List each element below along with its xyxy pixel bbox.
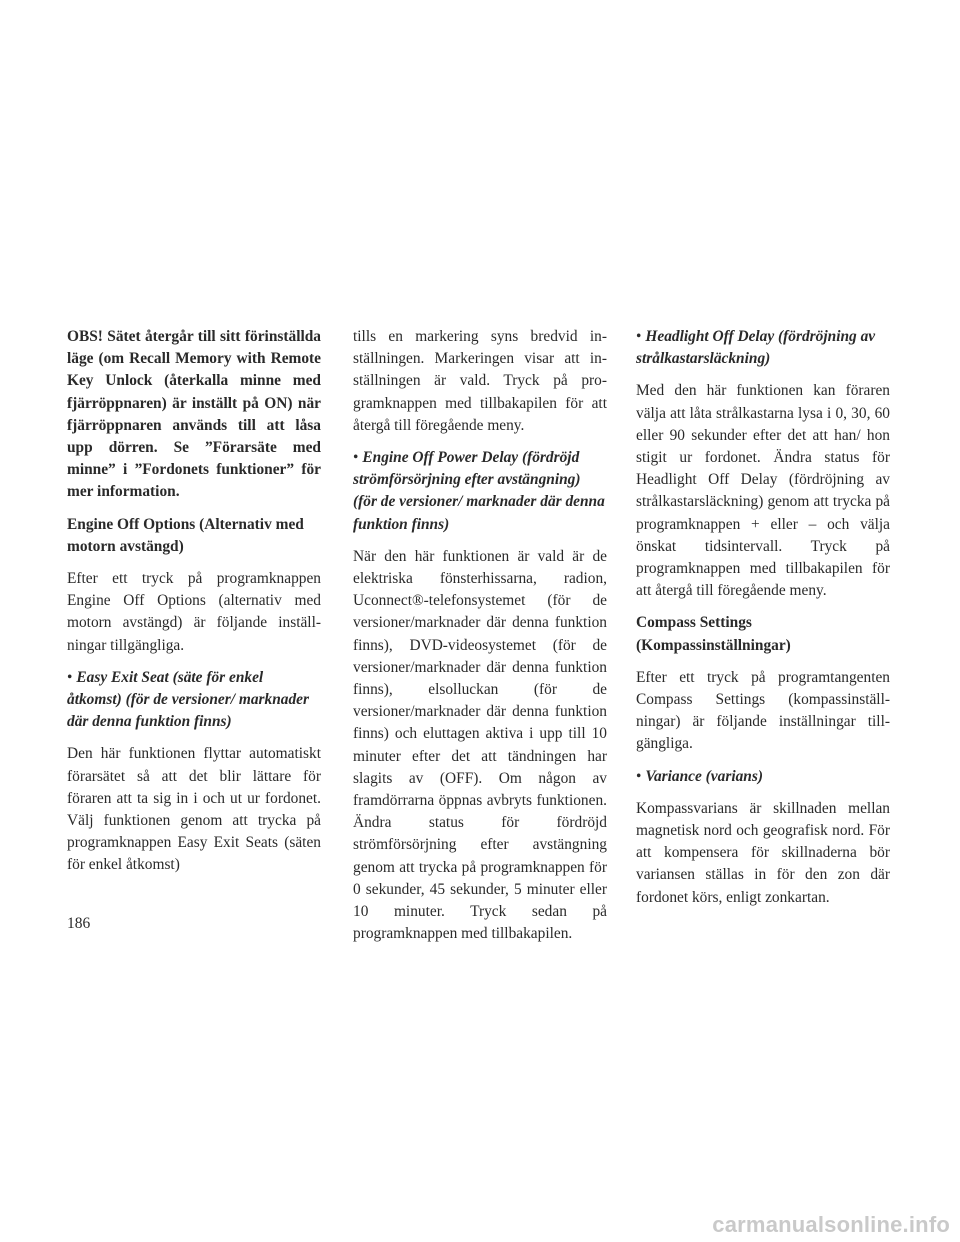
bullet-easy-exit-seat: [67, 667, 321, 734]
bullet-variance: [636, 766, 890, 788]
note-paragraph: OBS! Sätet återgår till sitt förinställda läge (om Recall Memory with Remote Key Unlock (återkalla minne med fjärröppnaren) är inställt på ON) när fjärröppnaren används till att låsa upp dörren. Se ”Förarsäte med minne” i ”Fordonets funktioner” för mer information.: [67, 328, 321, 501]
column-middle: [353, 326, 607, 955]
watermark: carmanualsonline.info: [712, 1212, 950, 1237]
column-right: [636, 326, 890, 919]
bullet-icon: •: [67, 668, 73, 686]
paragraph: tills en markering syns bredvid inställningen. Markeringen visar att inställningen är vald. Tryck på programknappen med tillbakapilen för att återgå till föregående meny.: [353, 328, 607, 434]
bullet-icon: •: [636, 328, 642, 345]
bullet-label: Easy Exit Seat (säte för enkel åtkomst) (för de versioner/ marknader där denna funktion finns): [67, 668, 309, 731]
paragraph: Efter ett tryck på programknappen Engine Off Options (alternativ med motorn avstängd) är följande inställningar tillgängliga.: [67, 570, 321, 654]
bullet-label: Headlight Off Delay (fördröjning av strålkastarsläckning): [636, 328, 876, 368]
bullet-engine-off-power-delay: [353, 447, 607, 536]
paragraph: När den här funktionen är vald är de elektriska fönsterhissarna, radion, Uconnect®-telefonsystemet (för de versioner/marknader där denna funktion finns), DVD-videosystemet (för de versioner/marknader där denna funktion finns), elsolluckan (för de versioner/marknader där denna funktion finns) och eluttagen aktiva i upp till 10 minuter efter det att tändningen har slagits av (OFF). Om någon av framdörrarna öppnas avbryts funktionen. Ändra status för fördröjd strömförsörjning efter avstängning genom att trycka på programknappen för 0 sekunder, 45 sekunder, 5 minuter eller 10 minuter. Tryck sedan på programknappen med tillbakapilen.: [353, 547, 607, 943]
paragraph: Med den här funktionen kan föraren välja att låta strålkastarna lysa i 0, 30, 60 eller 90 sekunder efter det att han/ hon stigit ur fordonet. Ändra status för Headlight Off Delay (fördröjning av strålkastarsläckning) genom att trycka på programknappen + eller – och välja önskat tidsintervall. Tryck på programknappen med tillbakapilen för att återgå till föregående meny.: [636, 382, 890, 600]
section-heading-engine-off-options: Engine Off Options (Alternativ med motorn avstängd): [67, 515, 304, 555]
bullet-headlight-off-delay: [636, 326, 890, 370]
paragraph: Kompassvarians är skillnaden mellan magnetisk nord och geografisk nord. För att kompensera för skillnaderna bör variansen ställas in för den zon där fordonet körs, enligt zonkartan.: [636, 799, 890, 906]
paragraph: Den här funktionen flyttar automatiskt förarsätet så att det blir lättare för föraren att ta sig in i och ut ur fordonet. Välj funktionen genom att trycka på programknappen Easy Exit Seats (säten för enkel åtkomst): [67, 745, 321, 874]
paragraph: Efter ett tryck på programtangenten Compass Settings (kompassinställningar) är följande inställningar tillgängliga.: [636, 668, 890, 753]
bullet-icon: •: [353, 449, 359, 467]
column-left: [67, 326, 321, 887]
bullet-label: Engine Off Power Delay (fördröjd strömförsörjning efter avstängning) (för de versioner/ marknader där denna funktion finns): [353, 449, 605, 533]
bullet-icon: •: [636, 767, 642, 785]
page-number: 186: [67, 915, 91, 932]
section-heading-compass-settings: Compass Settings (Kompassinställningar): [636, 614, 791, 654]
bullet-label: Variance (varians): [645, 767, 763, 785]
